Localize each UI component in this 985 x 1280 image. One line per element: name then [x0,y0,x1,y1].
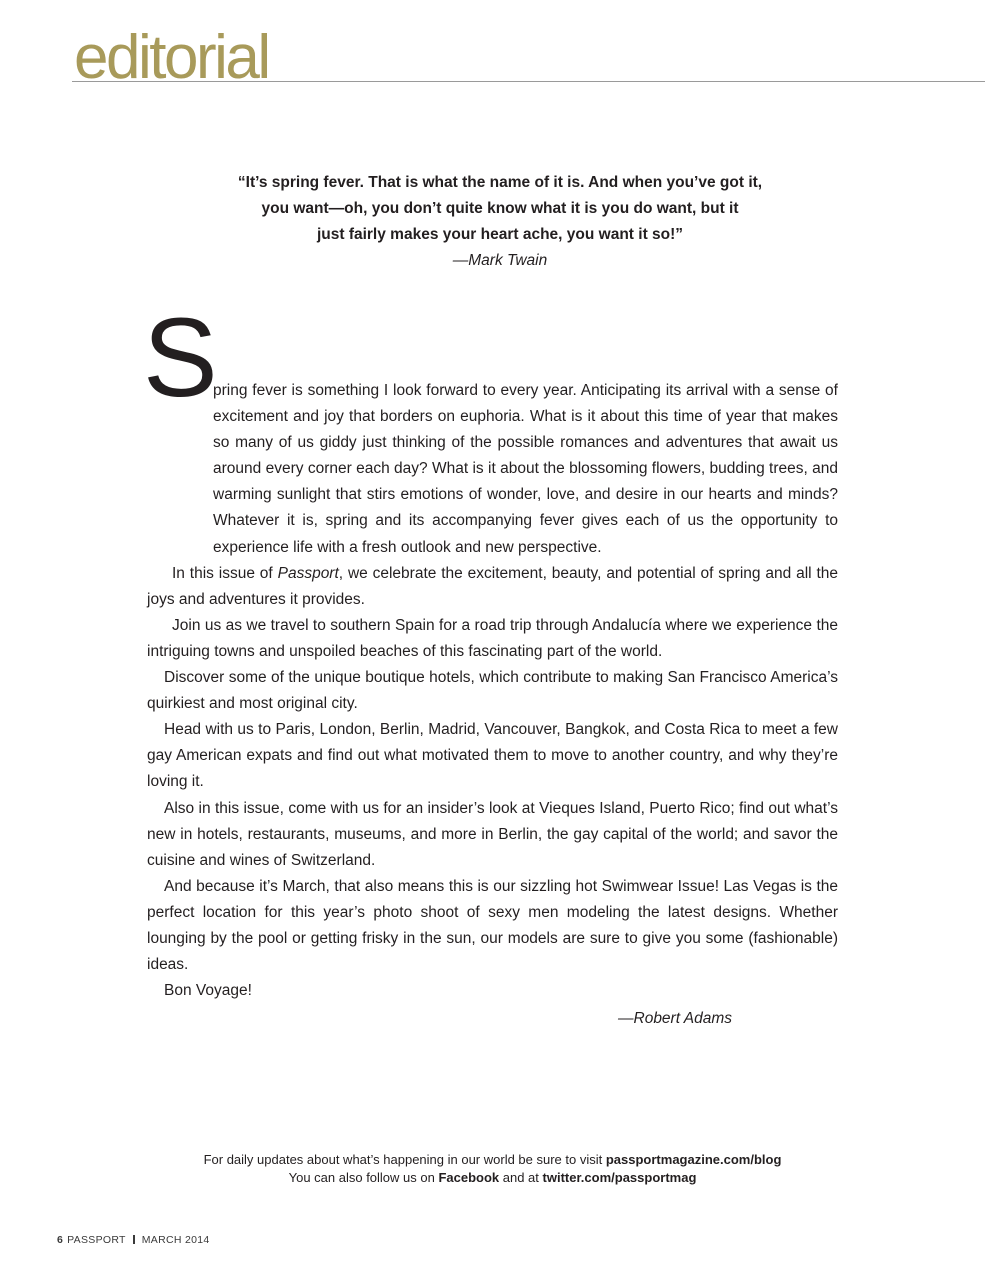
magazine-name-italic: Passport [277,564,339,582]
epigraph-attribution: —Mark Twain [452,252,548,269]
paragraph-2-rest: , we celebrate the excitement, beauty, and potential of spring and all the joys and adventures it provides. [147,564,838,608]
paragraph-2 [147,561,838,613]
paragraph-7: And because it’s March, that also means this is our sizzling hot Swimwear Issue! Las Vegas is the perfect location for this year’s photo shoot of sexy men modeling the latest designs. Whether lounging by the pool or getting frisky in the sun, our models are sure to give you some (fashionable) ideas. [147,877,838,974]
epigraph-quote-line: just fairly makes your heart ache, you want it so!” [316,226,684,243]
paragraph-5: Head with us to Paris, London, Berlin, Madrid, Vancouver, Bangkok, and Costa Rica to meet a few gay American expats and find out what motivated them to move to another country, and why they’re loving it. [147,721,838,791]
footer-line-1 [0,1151,985,1169]
footer-line-1-text: For daily updates about what’s happening in our world be sure to visit [203,1152,606,1167]
epigraph [170,170,830,274]
paragraph-4: Discover some of the unique boutique hotels, which contribute to making San Francisco America’s quirkiest and most original city. [147,669,838,713]
author-signature: —Robert Adams [618,1010,732,1027]
footer-note [0,1151,985,1187]
footer-line-2-text-b: and at [499,1170,543,1185]
paragraph-6: Also in this issue, come with us for an insider’s look at Vieques Island, Puerto Rico; find out what’s new in hotels, restaurants, museums, and more in Berlin, the gay capital of the world; and savor the cuisine and wines of Switzerland. [147,799,838,869]
issue-date: MARCH 2014 [141,1234,210,1246]
folio-separator [133,1235,135,1244]
folio [57,1233,210,1247]
magazine-name: PASSPORT [67,1234,126,1246]
footer-line-2 [0,1169,985,1187]
epigraph-quote-line: “It’s spring fever. That is what the name of it is. And when you’ve got it, [237,174,763,191]
blog-link[interactable]: passportmagazine.com/blog [605,1152,782,1167]
page-number: 6 [57,1234,64,1246]
paragraph-1 [143,295,838,561]
paragraph-3: Join us as we travel to southern Spain for a road trip through Andalucía where we experience the intriguing towns and unspoiled beaches of this fascinating part of the world. [147,616,838,660]
epigraph-quote-line: you want—oh, you don’t quite know what it is you do want, but it [261,200,739,217]
drop-cap: S [143,295,214,420]
facebook-link[interactable]: Facebook [438,1170,500,1185]
paragraph-2-lead: In this issue of [172,564,278,582]
paragraph-1-text: pring fever is something I look forward to every year. Anticipating its arrival with a sense of excitement and joy that borders on euphoria. What is it about this time of year that makes so many of us giddy just thinking of the possible romances and adventures that await us around every corner each day? What is it about the blossoming flowers, budding trees, and warming sunlight that stirs emotions of wonder, love, and desire in our hearts and minds? Whatever it is, spring and its accompanying fever gives each of us the opportunity to experience life with a fresh outlook and new perspective. [213,382,838,556]
section-title: editorial [74,23,269,92]
footer-line-2-text-a: You can also follow us on [288,1170,439,1185]
title-rule [72,81,985,82]
twitter-link[interactable]: twitter.com/passportmag [542,1170,697,1185]
article-body [143,295,838,1004]
paragraph-8: Bon Voyage! [164,982,252,1000]
